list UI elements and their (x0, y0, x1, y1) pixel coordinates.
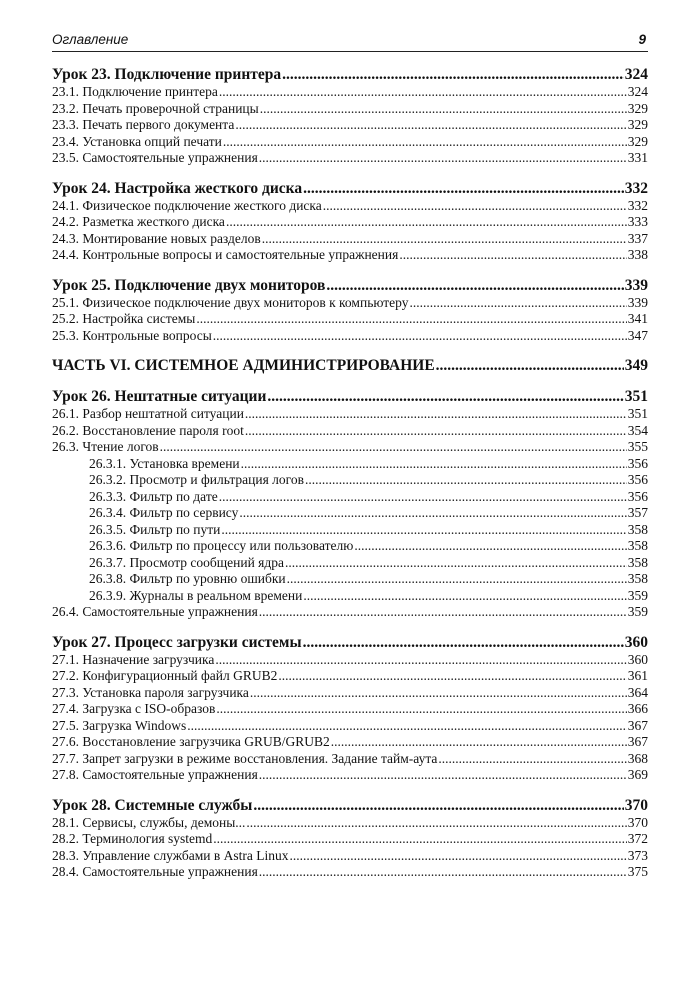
toc-subsubsection-entry (52, 588, 648, 605)
toc-entry-title: 23.2. Печать проверочной страницы (52, 100, 259, 116)
toc-entry-page: 339 (627, 294, 648, 310)
toc-subsubsection-entry (52, 571, 648, 588)
toc-subsection-entry (52, 117, 648, 134)
toc-entry-page: 324 (624, 66, 648, 83)
toc-subsection-entry (52, 734, 648, 751)
dot-leader (259, 767, 627, 784)
toc-entry-page: 364 (627, 684, 648, 700)
toc-entry-page: 372 (627, 831, 648, 846)
toc-subsection-entry (52, 101, 648, 118)
toc-entry-page: 349 (624, 357, 648, 374)
toc-entry-title: 26.2. Восстановление пароля root (52, 422, 244, 438)
toc-entry-page: 338 (627, 247, 648, 262)
toc-subsection-entry (52, 815, 648, 832)
toc-entry-page: 369 (627, 767, 648, 782)
dot-leader (259, 604, 627, 621)
toc-lesson-heading (52, 179, 648, 198)
toc-lesson-section (52, 179, 648, 264)
dot-leader (290, 848, 627, 865)
dot-leader (221, 522, 626, 539)
toc-entry-title: 28.2. Терминология systemd (52, 831, 213, 846)
toc-entry-page: 359 (627, 604, 648, 619)
toc-entry-page: 359 (627, 587, 648, 603)
toc-lesson-section (52, 276, 648, 345)
toc-subsection-entry (52, 652, 648, 669)
toc-entry-title: 27.7. Запрет загрузки в режиме восстановления. Задание тайм-аута (52, 750, 438, 766)
dot-leader (241, 456, 627, 473)
toc-subsubsection-entry (52, 472, 648, 489)
toc-entry-title: 26.3.6. Фильтр по процессу или пользователю (89, 538, 354, 553)
toc-entry-page: 324 (627, 84, 648, 99)
toc-entry-page: 356 (627, 472, 648, 487)
toc-entry-page: 351 (627, 406, 648, 421)
toc-lesson-heading (52, 276, 648, 295)
toc-entry-title: 23.4. Установка опций печати (52, 133, 222, 149)
toc-subsection-entry (52, 864, 648, 881)
dot-leader (260, 101, 627, 118)
toc-entry-page: 358 (627, 538, 648, 553)
toc-entry-page: 347 (627, 327, 648, 343)
toc-entry-title: 27.2. Конфигурационный файл GRUB2 (52, 668, 278, 683)
toc-entry-title: 24.1. Физическое подключение жесткого диска (52, 197, 322, 213)
dot-leader (187, 718, 627, 735)
dot-leader (259, 150, 627, 167)
toc-entry-title: Урок 25. Подключение двух мониторов (52, 276, 326, 294)
dot-leader (259, 864, 627, 881)
toc-subsection-entry (52, 685, 648, 702)
toc-entry-title: 26.3.4. Фильтр по сервису (89, 505, 239, 520)
dot-leader (196, 311, 626, 328)
dot-leader (303, 633, 624, 652)
toc-entry-title: 26.3.5. Фильтр по пути (89, 521, 221, 537)
toc-entry-title: 27.3. Установка пароля загрузчика (52, 684, 249, 700)
table-of-contents (52, 65, 648, 893)
toc-lesson-heading (52, 796, 648, 815)
dot-leader (438, 751, 626, 768)
toc-entry-title: 27.1. Назначение загрузчика (52, 651, 215, 667)
dot-leader (160, 439, 627, 456)
page-number: 9 (638, 32, 646, 47)
toc-entry-title: 25.3. Контрольные вопросы (52, 327, 212, 343)
toc-entry-title: 28.1. Сервисы, службы, демоны... (52, 814, 246, 830)
toc-entry-page: 358 (627, 571, 648, 586)
toc-lesson-heading (52, 633, 648, 652)
toc-subsection-entry (52, 311, 648, 328)
toc-entry-page: 329 (627, 100, 648, 116)
toc-subsection-entry (52, 668, 648, 685)
toc-subsection-entry (52, 134, 648, 151)
dot-leader (253, 796, 623, 815)
toc-entry-title: 25.1. Физическое подключение двух мониторов к компьютеру (52, 294, 409, 310)
toc-subsection-entry (52, 439, 648, 456)
toc-entry-title: 26.3. Чтение логов (52, 439, 159, 454)
toc-entry-page: 332 (627, 197, 648, 213)
dot-leader (354, 538, 626, 555)
dot-leader (326, 276, 623, 295)
dot-leader (250, 685, 627, 702)
toc-subsection-entry (52, 751, 648, 768)
toc-lesson-heading (52, 387, 648, 406)
toc-entry-page: 337 (627, 230, 648, 246)
dot-leader (213, 328, 627, 345)
toc-entry-page: 358 (627, 554, 648, 570)
toc-lesson-section (52, 65, 648, 167)
toc-entry-page: 366 (627, 701, 648, 716)
toc-entry-title: 23.3. Печать первого документа (52, 117, 235, 132)
toc-entry-page: 329 (627, 117, 648, 132)
toc-subsection-entry (52, 831, 648, 848)
toc-lesson-section (52, 796, 648, 881)
toc-entry-page: 351 (624, 388, 648, 405)
toc-lesson-section (52, 633, 648, 784)
toc-lesson-section (52, 387, 648, 621)
toc-subsection-entry (52, 150, 648, 167)
dot-leader (331, 734, 627, 751)
toc-entry-page: 355 (627, 439, 648, 454)
dot-leader (323, 198, 627, 215)
dot-leader (287, 571, 627, 588)
dot-leader (245, 406, 627, 423)
toc-entry-title: Урок 24. Настройка жесткого диска (52, 179, 303, 197)
toc-entry-title: Урок 26. Нештатные ситуации (52, 388, 267, 405)
toc-entry-page: 357 (627, 505, 648, 520)
toc-subsection-entry (52, 214, 648, 231)
toc-subsection-entry (52, 423, 648, 440)
toc-part-heading (52, 356, 648, 375)
toc-subsection-entry (52, 406, 648, 423)
toc-entry-page: 360 (624, 633, 648, 651)
toc-entry-title: 24.4. Контрольные вопросы и самостоятельные упражнения (52, 247, 399, 262)
dot-leader (235, 117, 626, 134)
running-header (52, 29, 648, 52)
dot-leader (216, 701, 626, 718)
toc-entry-title: 26.1. Разбор нештатной ситуации (52, 406, 244, 421)
toc-subsection-entry (52, 295, 648, 312)
toc-entry-title: Урок 27. Процесс загрузки системы (52, 633, 302, 651)
toc-subsection-entry (52, 231, 648, 248)
toc-entry-page: 367 (627, 734, 648, 749)
toc-entry-title: 26.3.9. Журналы в реальном времени (89, 587, 303, 603)
toc-entry-page: 368 (627, 750, 648, 766)
dot-leader (305, 472, 627, 489)
toc-subsection-entry (52, 328, 648, 345)
toc-entry-page: 356 (627, 488, 648, 504)
toc-entry-title: 24.2. Разметка жесткого диска (52, 214, 225, 229)
dot-leader (219, 489, 627, 506)
dot-leader (285, 555, 627, 572)
toc-entry-title: 27.8. Самостоятельные упражнения (52, 767, 258, 782)
toc-entry-page: 358 (627, 521, 648, 537)
toc-subsection-entry (52, 247, 648, 264)
toc-subsection-entry (52, 198, 648, 215)
dot-leader (215, 652, 626, 669)
toc-entry-title: 23.1. Подключение принтера (52, 84, 218, 99)
toc-entry-page: 375 (627, 864, 648, 879)
toc-entry-page: 332 (624, 179, 648, 197)
toc-entry-title: 27.4. Загрузка с ISO-образов (52, 701, 216, 716)
toc-subsection-entry (52, 718, 648, 735)
dot-leader (303, 179, 624, 198)
toc-entry-title: 26.4. Самостоятельные упражнения (52, 604, 258, 619)
toc-subsubsection-entry (52, 538, 648, 555)
toc-subsection-entry (52, 604, 648, 621)
dot-leader (282, 65, 624, 84)
dot-leader (436, 356, 624, 375)
toc-subsubsection-entry (52, 489, 648, 506)
toc-entry-title: 27.6. Восстановление загрузчика GRUB/GRUB2 (52, 734, 330, 749)
toc-entry-page: 339 (624, 276, 648, 294)
toc-entry-title: ЧАСТЬ VI. СИСТЕМНОЕ АДМИНИСТРИРОВАНИЕ (52, 357, 435, 374)
toc-entry-page: 354 (627, 422, 648, 438)
toc-entry-title: 26.3.3. Фильтр по дате (89, 488, 218, 504)
toc-subsection-entry (52, 84, 648, 101)
dot-leader (278, 668, 626, 685)
running-header-title: Оглавление (52, 32, 129, 47)
toc-lesson-heading (52, 65, 648, 84)
dot-leader (213, 831, 626, 848)
toc-entry-page: 361 (627, 668, 648, 683)
toc-entry-title: 23.5. Самостоятельные упражнения (52, 150, 258, 165)
toc-entry-title: Урок 28. Системные службы (52, 796, 253, 814)
toc-entry-page: 370 (627, 814, 648, 830)
toc-entry-title: 25.2. Настройка системы (52, 311, 196, 326)
toc-entry-title: 26.3.2. Просмотр и фильтрация логов (89, 472, 304, 487)
toc-entry-page: 333 (627, 214, 648, 229)
toc-entry-title: 28.3. Управление службами в Astra Linux (52, 847, 289, 863)
toc-entry-page: 341 (627, 311, 648, 326)
toc-subsection-entry (52, 701, 648, 718)
dot-leader (239, 505, 626, 522)
dot-leader (246, 815, 626, 832)
toc-entry-title: Урок 23. Подключение принтера (52, 66, 282, 83)
toc-part-section (52, 356, 648, 375)
toc-entry-title: 24.3. Монтирование новых разделов (52, 230, 261, 246)
toc-entry-page: 370 (624, 796, 648, 814)
toc-subsubsection-entry (52, 456, 648, 473)
dot-leader (262, 231, 627, 248)
toc-subsubsection-entry (52, 555, 648, 572)
dot-leader (226, 214, 627, 231)
dot-leader (267, 387, 623, 406)
dot-leader (245, 423, 627, 440)
dot-leader (399, 247, 626, 264)
toc-entry-page: 331 (627, 150, 648, 165)
toc-subsection-entry (52, 848, 648, 865)
toc-entry-title: 28.4. Самостоятельные упражнения (52, 864, 258, 879)
toc-entry-title: 27.5. Загрузка Windows (52, 717, 187, 733)
toc-entry-title: 26.3.8. Фильтр по уровню ошибки (89, 571, 286, 586)
toc-entry-page: 329 (627, 133, 648, 149)
toc-entry-title: 26.3.7. Просмотр сообщений ядра (89, 554, 284, 570)
dot-leader (219, 84, 627, 101)
toc-entry-page: 356 (627, 455, 648, 471)
toc-subsubsection-entry (52, 505, 648, 522)
toc-subsubsection-entry (52, 522, 648, 539)
toc-entry-page: 373 (627, 847, 648, 863)
toc-subsection-entry (52, 767, 648, 784)
toc-entry-page: 367 (627, 717, 648, 733)
dot-leader (303, 588, 626, 605)
dot-leader (409, 295, 626, 312)
toc-entry-title: 26.3.1. Установка времени (89, 455, 240, 471)
dot-leader (223, 134, 627, 151)
toc-entry-page: 360 (627, 651, 648, 667)
